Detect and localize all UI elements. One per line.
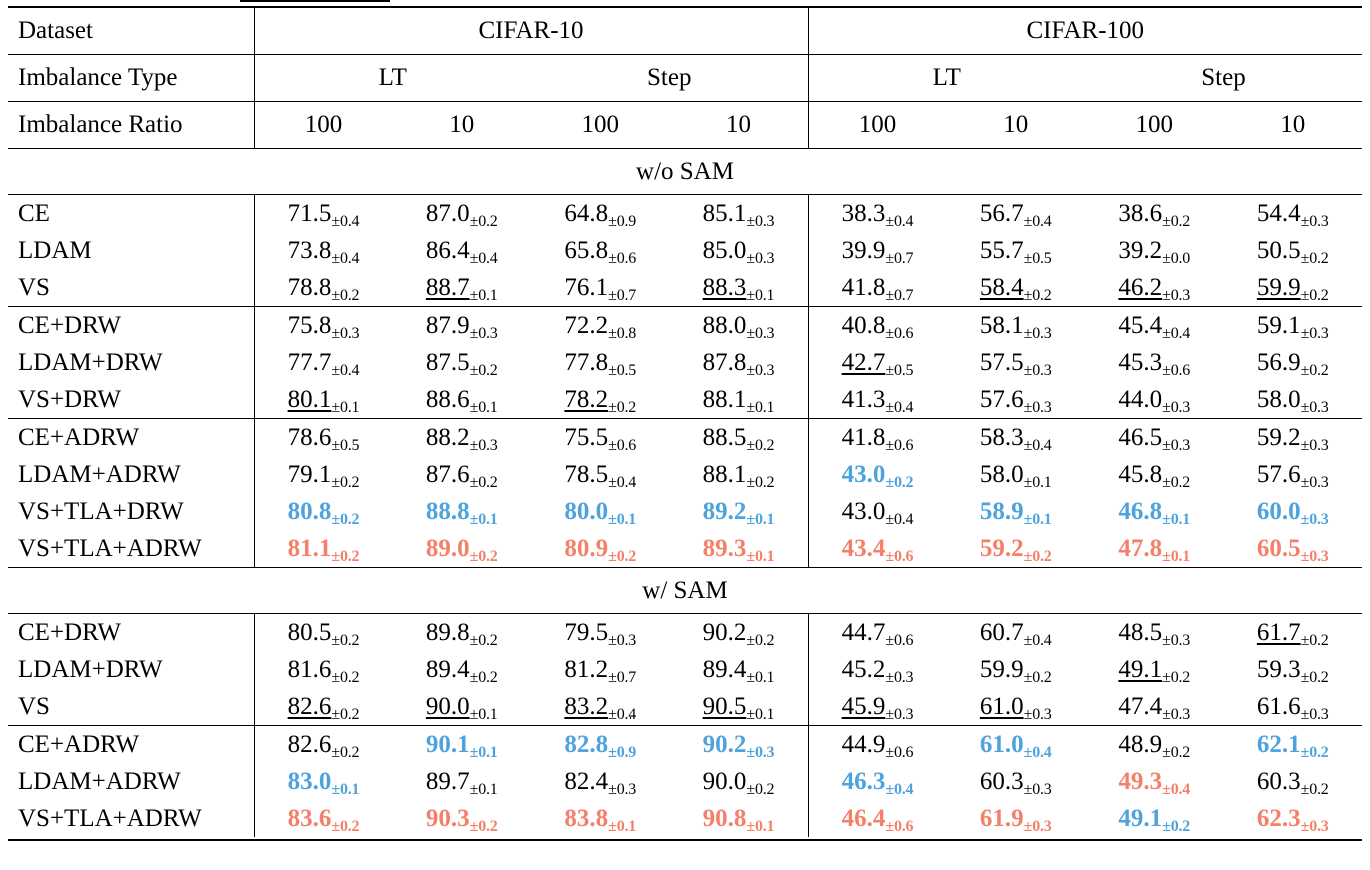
table-row bbox=[8, 307, 1362, 345]
header-subgroup-0: LT bbox=[254, 55, 531, 102]
result-cell: $83.6_{\pm 0.2}$ bbox=[254, 800, 393, 837]
result-cell: $78.8_{\pm 0.2}$ bbox=[254, 269, 393, 307]
result-cell: $54.4_{\pm 0.3}$ bbox=[1224, 195, 1363, 233]
result-cell: $88.3_{\pm 0.1}$ bbox=[702, 273, 775, 304]
result-cell: $71.5_{\pm 0.4}$ bbox=[254, 195, 393, 233]
result-cell: $44.0_{\pm 0.3}$ bbox=[1118, 385, 1191, 416]
result-cell: $60.3_{\pm 0.3}$ bbox=[979, 767, 1052, 798]
result-cell: $59.9_{\pm 0.2}$ bbox=[979, 655, 1052, 686]
result-cell: $50.5_{\pm 0.2}$ bbox=[1256, 236, 1329, 267]
result-cell: $79.1_{\pm 0.2}$ bbox=[254, 456, 393, 493]
result-cell: $57.6_{\pm 0.3}$ bbox=[979, 385, 1052, 416]
result-cell: $48.9_{\pm 0.2}$ bbox=[1085, 726, 1224, 764]
result-cell: $59.2_{\pm 0.3}$ bbox=[1224, 419, 1363, 457]
row-method-label: VS+TLA+DRW bbox=[18, 497, 184, 525]
result-cell: $88.7_{\pm 0.1}$ bbox=[425, 273, 498, 304]
result-cell: $62.1_{\pm 0.2}$ bbox=[1224, 726, 1363, 764]
section-header-1 bbox=[8, 568, 1362, 614]
result-cell: $82.8_{\pm 0.9}$ bbox=[531, 726, 670, 764]
result-cell: $85.0_{\pm 0.3}$ bbox=[702, 236, 775, 267]
row-method-label: CE+DRW bbox=[8, 614, 254, 652]
result-cell: $81.2_{\pm 0.7}$ bbox=[564, 655, 637, 686]
result-cell: $83.0_{\pm 0.1}$ bbox=[254, 763, 393, 800]
header-ratio-4: 100 bbox=[808, 102, 947, 149]
result-cell: $46.8_{\pm 0.1}$ bbox=[1118, 497, 1191, 528]
result-cell: $40.8_{\pm 0.6}$ bbox=[808, 307, 947, 345]
result-cell: $82.4_{\pm 0.3}$ bbox=[564, 767, 637, 798]
row-method-label: CE bbox=[8, 195, 254, 233]
header-ratio-0: 100 bbox=[254, 102, 393, 149]
result-cell: $87.0_{\pm 0.2}$ bbox=[393, 195, 532, 233]
result-cell: $61.0_{\pm 0.4}$ bbox=[947, 726, 1086, 764]
table-row bbox=[8, 493, 1362, 530]
result-cell: $44.7_{\pm 0.6}$ bbox=[808, 614, 947, 652]
result-cell: $46.3_{\pm 0.4}$ bbox=[808, 763, 947, 800]
table-row bbox=[8, 726, 1362, 764]
result-cell: $89.2_{\pm 0.1}$ bbox=[702, 497, 775, 528]
result-cell: $45.2_{\pm 0.3}$ bbox=[808, 651, 947, 688]
result-cell: $46.4_{\pm 0.6}$ bbox=[808, 800, 947, 837]
result-cell: $45.9_{\pm 0.3}$ bbox=[808, 688, 947, 726]
result-cell: $43.0_{\pm 0.4}$ bbox=[808, 493, 947, 530]
section-header-0 bbox=[8, 149, 1362, 195]
result-cell: $90.3_{\pm 0.2}$ bbox=[425, 804, 498, 835]
row-method-label: LDAM+ADRW bbox=[18, 767, 181, 795]
result-cell: $80.1_{\pm 0.1}$ bbox=[254, 381, 393, 419]
result-cell: $64.8_{\pm 0.9}$ bbox=[531, 195, 670, 233]
result-cell: $39.9_{\pm 0.7}$ bbox=[808, 232, 947, 269]
result-cell: $89.7_{\pm 0.1}$ bbox=[425, 767, 498, 798]
result-cell: $76.1_{\pm 0.7}$ bbox=[564, 273, 637, 304]
result-cell: $81.1_{\pm 0.2}$ bbox=[254, 530, 393, 568]
result-cell: $86.4_{\pm 0.4}$ bbox=[425, 236, 498, 267]
row-method-label: LDAM+DRW bbox=[18, 348, 163, 376]
table-row bbox=[8, 381, 1362, 419]
result-cell: $59.2_{\pm 0.2}$ bbox=[979, 534, 1052, 565]
result-cell: $57.6_{\pm 0.3}$ bbox=[1256, 460, 1329, 491]
result-cell: $47.4_{\pm 0.3}$ bbox=[1118, 692, 1191, 723]
result-cell: $87.6_{\pm 0.2}$ bbox=[425, 460, 498, 491]
row-method-label: VS+DRW bbox=[18, 385, 122, 413]
header-group-cifar-100: CIFAR-100 bbox=[808, 7, 1362, 55]
result-cell: $80.9_{\pm 0.2}$ bbox=[564, 534, 637, 565]
result-cell: $89.4_{\pm 0.1}$ bbox=[702, 655, 775, 686]
result-cell: $41.8_{\pm 0.7}$ bbox=[808, 269, 947, 307]
result-cell: $57.5_{\pm 0.3}$ bbox=[979, 348, 1052, 379]
header-subgroup-1: Step bbox=[531, 55, 808, 102]
result-cell: $77.7_{\pm 0.4}$ bbox=[254, 344, 393, 381]
result-cell: $60.3_{\pm 0.2}$ bbox=[1256, 767, 1329, 798]
result-cell: $90.1_{\pm 0.1}$ bbox=[393, 726, 532, 764]
result-cell: $46.5_{\pm 0.3}$ bbox=[1085, 419, 1224, 457]
result-cell: $87.5_{\pm 0.2}$ bbox=[425, 348, 498, 379]
result-cell: $58.4_{\pm 0.2}$ bbox=[979, 273, 1052, 304]
result-cell: $45.4_{\pm 0.4}$ bbox=[1085, 307, 1224, 345]
result-cell: $60.7_{\pm 0.4}$ bbox=[947, 614, 1086, 652]
result-cell: $88.6_{\pm 0.1}$ bbox=[425, 385, 498, 416]
result-cell: $62.3_{\pm 0.3}$ bbox=[1256, 804, 1329, 835]
result-cell: $75.5_{\pm 0.6}$ bbox=[531, 419, 670, 457]
result-cell: $60.0_{\pm 0.3}$ bbox=[1256, 497, 1329, 528]
result-cell: $49.1_{\pm 0.2}$ bbox=[1118, 655, 1191, 686]
results-table bbox=[8, 6, 1362, 841]
result-cell: $89.4_{\pm 0.2}$ bbox=[425, 655, 498, 686]
section-title: w/ SAM bbox=[8, 568, 1362, 614]
result-cell: $80.5_{\pm 0.2}$ bbox=[254, 614, 393, 652]
header-row-imbalance-ratio bbox=[8, 102, 1362, 149]
result-cell: $90.2_{\pm 0.3}$ bbox=[670, 726, 809, 764]
header-label-dataset: Dataset bbox=[8, 7, 254, 55]
result-cell: $38.3_{\pm 0.4}$ bbox=[808, 195, 947, 233]
result-cell: $77.8_{\pm 0.5}$ bbox=[564, 348, 637, 379]
result-cell: $61.9_{\pm 0.3}$ bbox=[979, 804, 1052, 835]
row-method-label: VS+TLA+ADRW bbox=[18, 804, 202, 832]
row-method-label: CE+ADRW bbox=[8, 419, 254, 457]
result-cell: $78.6_{\pm 0.5}$ bbox=[254, 419, 393, 457]
result-cell: $87.8_{\pm 0.3}$ bbox=[702, 348, 775, 379]
header-label-imbalance-type: Imbalance Type bbox=[8, 55, 254, 102]
result-cell: $58.3_{\pm 0.4}$ bbox=[947, 419, 1086, 457]
result-cell: $79.5_{\pm 0.3}$ bbox=[531, 614, 670, 652]
result-cell: $89.0_{\pm 0.2}$ bbox=[425, 534, 498, 565]
result-cell: $58.9_{\pm 0.1}$ bbox=[979, 497, 1052, 528]
result-cell: $72.2_{\pm 0.8}$ bbox=[531, 307, 670, 345]
result-cell: $49.1_{\pm 0.2}$ bbox=[1118, 804, 1191, 835]
header-ratio-2: 100 bbox=[531, 102, 670, 149]
header-ratio-5: 10 bbox=[947, 102, 1086, 149]
result-cell: $45.3_{\pm 0.6}$ bbox=[1118, 348, 1191, 379]
result-cell: $87.9_{\pm 0.3}$ bbox=[393, 307, 532, 345]
section-title: w/o SAM bbox=[8, 149, 1362, 195]
caption-rule bbox=[240, 0, 390, 2]
result-cell: $55.7_{\pm 0.5}$ bbox=[979, 236, 1052, 267]
result-cell: $83.2_{\pm 0.4}$ bbox=[564, 692, 637, 723]
result-cell: $90.0_{\pm 0.2}$ bbox=[702, 767, 775, 798]
result-cell: $46.2_{\pm 0.3}$ bbox=[1118, 273, 1191, 304]
header-row-imbalance-type bbox=[8, 55, 1362, 102]
result-cell: $44.9_{\pm 0.6}$ bbox=[808, 726, 947, 764]
result-cell: $65.8_{\pm 0.6}$ bbox=[564, 236, 637, 267]
result-cell: $90.5_{\pm 0.1}$ bbox=[702, 692, 775, 723]
header-subgroup-2: LT bbox=[808, 55, 1085, 102]
result-cell: $58.0_{\pm 0.1}$ bbox=[979, 460, 1052, 491]
table-row bbox=[8, 651, 1362, 688]
result-cell: $78.5_{\pm 0.4}$ bbox=[564, 460, 637, 491]
result-cell: $59.1_{\pm 0.3}$ bbox=[1224, 307, 1363, 345]
row-method-label: LDAM+ADRW bbox=[18, 460, 181, 488]
result-cell: $42.7_{\pm 0.5}$ bbox=[808, 344, 947, 381]
table-row bbox=[8, 688, 1362, 726]
result-cell: $75.8_{\pm 0.3}$ bbox=[254, 307, 393, 345]
result-cell: $89.8_{\pm 0.2}$ bbox=[393, 614, 532, 652]
result-cell: $56.9_{\pm 0.2}$ bbox=[1256, 348, 1329, 379]
result-cell: $90.0_{\pm 0.1}$ bbox=[425, 692, 498, 723]
table-row bbox=[8, 344, 1362, 381]
result-cell: $47.8_{\pm 0.1}$ bbox=[1118, 534, 1191, 565]
row-method-label: CE+ADRW bbox=[8, 726, 254, 764]
header-row-dataset bbox=[8, 7, 1362, 55]
result-cell: $82.6_{\pm 0.2}$ bbox=[254, 688, 393, 726]
header-subgroup-3: Step bbox=[1085, 55, 1362, 102]
result-cell: $78.2_{\pm 0.2}$ bbox=[564, 385, 637, 416]
row-method-label: CE+DRW bbox=[8, 307, 254, 345]
header-ratio-6: 100 bbox=[1085, 102, 1224, 149]
result-cell: $85.1_{\pm 0.3}$ bbox=[670, 195, 809, 233]
table-row bbox=[8, 800, 1362, 837]
result-cell: $88.1_{\pm 0.1}$ bbox=[702, 385, 775, 416]
result-cell: $49.3_{\pm 0.4}$ bbox=[1118, 767, 1191, 798]
result-cell: $45.8_{\pm 0.2}$ bbox=[1118, 460, 1191, 491]
result-cell: $59.9_{\pm 0.2}$ bbox=[1256, 273, 1329, 304]
result-cell: $88.1_{\pm 0.2}$ bbox=[702, 460, 775, 491]
table-row bbox=[8, 530, 1362, 568]
row-method-label: VS+TLA+ADRW bbox=[18, 534, 202, 562]
result-cell: $61.6_{\pm 0.3}$ bbox=[1256, 692, 1329, 723]
row-method-label: LDAM bbox=[18, 236, 92, 264]
result-cell: $81.6_{\pm 0.2}$ bbox=[254, 651, 393, 688]
result-cell: $60.5_{\pm 0.3}$ bbox=[1256, 534, 1329, 565]
result-cell: $48.5_{\pm 0.3}$ bbox=[1085, 614, 1224, 652]
result-cell: $38.6_{\pm 0.2}$ bbox=[1085, 195, 1224, 233]
result-cell: $90.8_{\pm 0.1}$ bbox=[702, 804, 775, 835]
table-bottom-rule bbox=[8, 837, 1362, 840]
result-cell: $58.1_{\pm 0.3}$ bbox=[947, 307, 1086, 345]
result-cell: $59.3_{\pm 0.2}$ bbox=[1256, 655, 1329, 686]
result-cell: $88.0_{\pm 0.3}$ bbox=[670, 307, 809, 345]
header-ratio-1: 10 bbox=[393, 102, 532, 149]
row-method-label: VS bbox=[18, 692, 50, 720]
table-row bbox=[8, 195, 1362, 233]
result-cell: $90.2_{\pm 0.2}$ bbox=[670, 614, 809, 652]
table-row bbox=[8, 614, 1362, 652]
table-row bbox=[8, 269, 1362, 307]
result-cell: $43.0_{\pm 0.2}$ bbox=[808, 456, 947, 493]
result-cell: $88.2_{\pm 0.3}$ bbox=[393, 419, 532, 457]
result-cell: $88.8_{\pm 0.1}$ bbox=[425, 497, 498, 528]
result-cell: $89.3_{\pm 0.1}$ bbox=[702, 534, 775, 565]
header-group-cifar-10: CIFAR-10 bbox=[254, 7, 808, 55]
result-cell: $82.6_{\pm 0.2}$ bbox=[254, 726, 393, 764]
row-method-label: LDAM+DRW bbox=[18, 655, 163, 683]
result-cell: $39.2_{\pm 0.0}$ bbox=[1118, 236, 1191, 267]
result-cell: $61.0_{\pm 0.3}$ bbox=[979, 692, 1052, 723]
header-ratio-7: 10 bbox=[1224, 102, 1363, 149]
table-row bbox=[8, 419, 1362, 457]
result-cell: $61.7_{\pm 0.2}$ bbox=[1224, 614, 1363, 652]
result-cell: $80.8_{\pm 0.2}$ bbox=[254, 493, 393, 530]
row-method-label: VS bbox=[18, 273, 50, 301]
header-ratio-3: 10 bbox=[670, 102, 809, 149]
header-label-imbalance-ratio: Imbalance Ratio bbox=[8, 102, 254, 149]
result-cell: $41.8_{\pm 0.6}$ bbox=[808, 419, 947, 457]
result-cell: $41.3_{\pm 0.4}$ bbox=[808, 381, 947, 419]
result-cell: $56.7_{\pm 0.4}$ bbox=[947, 195, 1086, 233]
table-row bbox=[8, 763, 1362, 800]
result-cell: $73.8_{\pm 0.4}$ bbox=[254, 232, 393, 269]
table-row bbox=[8, 456, 1362, 493]
results-table-body bbox=[8, 7, 1362, 840]
result-cell: $80.0_{\pm 0.1}$ bbox=[564, 497, 637, 528]
result-cell: $88.5_{\pm 0.2}$ bbox=[670, 419, 809, 457]
result-cell: $83.8_{\pm 0.1}$ bbox=[564, 804, 637, 835]
table-row bbox=[8, 232, 1362, 269]
result-cell: $58.0_{\pm 0.3}$ bbox=[1256, 385, 1329, 416]
result-cell: $43.4_{\pm 0.6}$ bbox=[808, 530, 947, 568]
